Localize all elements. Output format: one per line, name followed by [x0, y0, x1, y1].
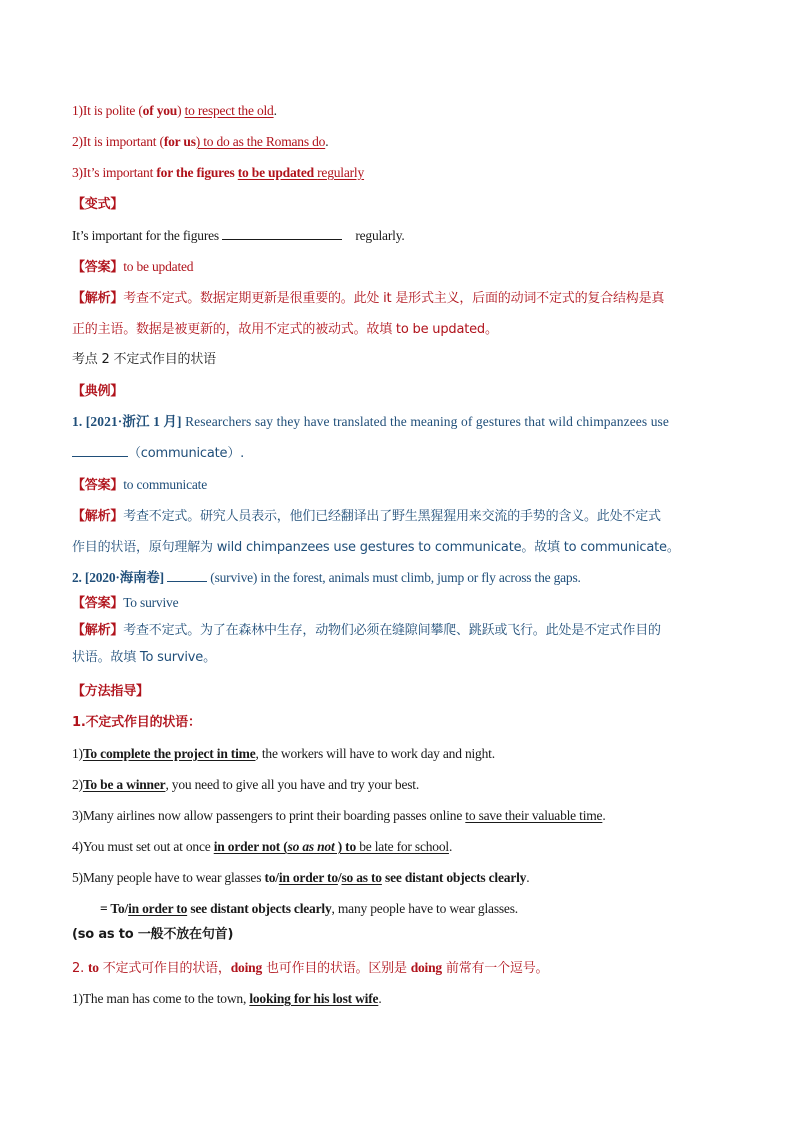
q2-question: 2. [2020·海南卷] (survive) in the forest, animals must climb, jump or fly across the gaps. [72, 570, 581, 585]
variant-analysis-2: 正的主语。数据是被更新的，故用不定式的被动式。故填 to be updated。 [72, 322, 498, 337]
example-line-3: 3)It’s important for the figures to be updated regularly [72, 165, 365, 180]
variant-answer: 【答案】to be updated [72, 259, 194, 275]
variant-analysis-1: 【解析】考查不定式。数据定期更新是很重要的。此处 it 是形式主义，后面的动词不定式的复合结构是真 [72, 291, 665, 306]
q1-answer: 【答案】to communicate [72, 477, 207, 493]
q2-analysis-2: 状语。故填 To survive。 [72, 650, 216, 665]
q1-analysis-2: 作目的状语，原句理解为 wild chimpanzees use gestures to communicate。故填 to communicate。 [72, 540, 680, 555]
method-subheading-1: 1.不定式作目的状语： [72, 715, 201, 730]
answer-blank [222, 226, 342, 240]
q2-answer: 【答案】To survive [72, 595, 179, 611]
q1-line-1: 1. [2021·浙江 1 月] Researchers say they have translated the meaning of gestures that wild chimpanzees use [72, 414, 669, 429]
q2-analysis-1: 【解析】考查不定式。为了在森林中生存，动物们必须在缝隙间攀爬、跳跃或飞行。此处是不定式作目的 [72, 623, 661, 638]
method-subheading-2: 2. to 不定式可作目的状语，doing 也可作目的状语。区别是 doing 前常有一个逗号。 [72, 960, 549, 976]
method-heading: 【方法指导】 [72, 684, 149, 699]
example-line-2: 2)It is important (for us) to do as the Romans do. [72, 134, 329, 149]
variant-heading: 【变式】 [72, 197, 124, 212]
method-sentence-1: 1)To complete the project in time, the workers will have to work day and night. [72, 746, 495, 761]
q1-analysis-1: 【解析】考查不定式。研究人员表示，他们已经翻译出了野生黑猩猩用来交流的手势的含义。此处不定式 [72, 509, 661, 524]
variant-sentence: It’s important for the figures regularly. [72, 228, 405, 243]
example-line-1: 1)It is polite (of you) to respect the old. [72, 103, 277, 118]
method-sentence-7: 1)The man has come to the town, looking for his lost wife. [72, 991, 382, 1006]
q1-blank [72, 443, 128, 457]
method-sentence-5: 5)Many people have to wear glasses to/in order to/so as to see distant objects clearly. [72, 870, 530, 885]
method-sentence-6: = To/in order to see distant objects clearly, many people have to wear glasses. [100, 901, 518, 916]
method-sentence-2: 2)To be a winner, you need to give all you have and try your best. [72, 777, 420, 792]
q1-line-2: （communicate）. [72, 443, 724, 464]
method-sentence-3: 3)Many airlines now allow passengers to print their boarding passes online to save their valuable time. [72, 808, 606, 823]
method-sentence-4: 4)You must set out at once in order not (so as not ) to be late for school. [72, 839, 453, 854]
q2-blank [167, 568, 207, 582]
point2-example-heading: 【典例】 [72, 384, 124, 399]
method-note: (so as to 一般不放在句首) [72, 927, 234, 942]
point2-title: 考点 2 不定式作目的状语 [72, 352, 216, 367]
